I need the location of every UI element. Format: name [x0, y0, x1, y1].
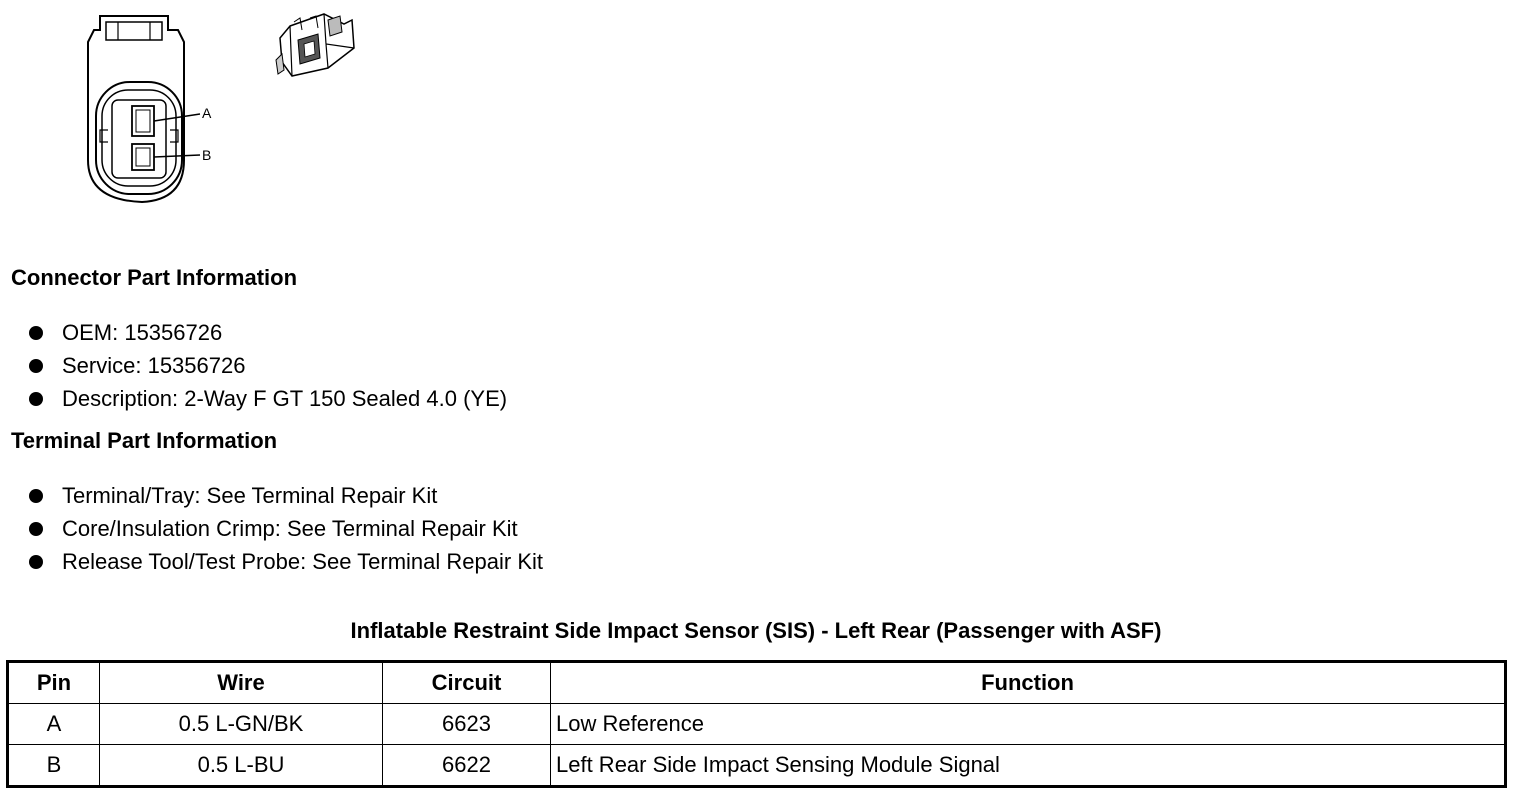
cell-pin: B [8, 745, 100, 787]
terminal-part-list [0, 479, 543, 578]
list-item-text: Release Tool/Test Probe: See Terminal Repair Kit [62, 549, 543, 574]
list-item [0, 512, 543, 545]
bullet-icon [29, 392, 43, 406]
connector-part-heading: Connector Part Information [11, 265, 298, 290]
header-pin: Pin [8, 662, 100, 704]
header-circuit: Circuit [383, 662, 551, 704]
pinout-table-title: Inflatable Restraint Side Impact Sensor (SIS) - Left Rear (Passenger with ASF) [350, 618, 1162, 643]
table-row [8, 704, 1506, 745]
list-item [0, 349, 507, 382]
list-item [0, 382, 507, 415]
connector-face-drawing [70, 10, 240, 210]
list-item-text: Core/Insulation Crimp: See Terminal Repair Kit [62, 516, 518, 541]
pinout-table [6, 660, 1507, 788]
terminal-part-heading: Terminal Part Information [11, 428, 278, 453]
bullet-icon [29, 522, 43, 536]
list-item-text: Description: 2-Way F GT 150 Sealed 4.0 (YE) [62, 386, 508, 411]
list-item [0, 479, 543, 512]
bullet-icon [29, 489, 43, 503]
cell-function: Low Reference [551, 704, 1506, 745]
cell-wire: 0.5 L-GN/BK [100, 704, 383, 745]
cell-wire: 0.5 L-BU [100, 745, 383, 787]
list-item-text: OEM: 15356726 [62, 320, 223, 345]
bullet-icon [29, 359, 43, 373]
list-item [0, 545, 543, 578]
pin-a-label: A [202, 105, 212, 121]
list-item-text: Service: 15356726 [62, 353, 246, 378]
connector-isometric-illustration [268, 10, 368, 90]
cell-function: Left Rear Side Impact Sensing Module Signal [551, 745, 1506, 787]
list-item [0, 316, 507, 349]
cell-circuit: 6623 [383, 704, 551, 745]
connector-part-list [0, 316, 507, 415]
bullet-icon [29, 326, 43, 340]
table-row [8, 745, 1506, 787]
cell-pin: A [8, 704, 100, 745]
table-header-row [8, 662, 1506, 704]
header-function: Function [551, 662, 1506, 704]
pin-b-label: B [202, 147, 212, 163]
cell-circuit: 6622 [383, 745, 551, 787]
list-item-text: Terminal/Tray: See Terminal Repair Kit [62, 483, 438, 508]
bullet-icon [29, 555, 43, 569]
header-wire: Wire [100, 662, 383, 704]
